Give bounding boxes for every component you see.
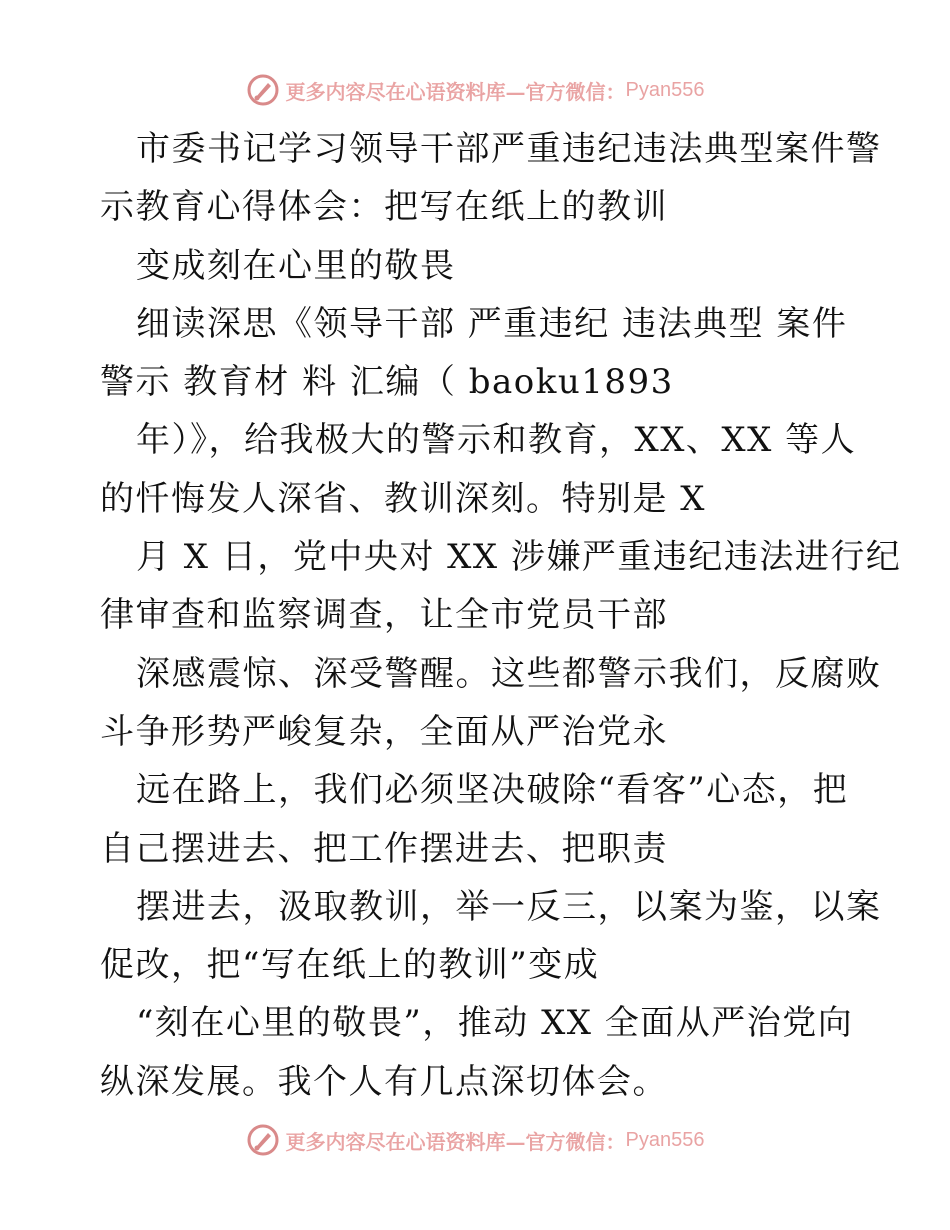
text-line: 纵深发展。我个人有几点深切体会。 <box>100 1061 668 1102</box>
text-line: 月 X 日，党中央对 XX 涉嫌严重违纪违法进行纪 <box>136 537 902 578</box>
text-line: “刻在心里的敬畏”，推动 XX 全面从严治党向 <box>136 1003 854 1044</box>
text-line: 促改，把“写在纸上的教训”变成 <box>100 945 600 986</box>
pen-nib-icon <box>246 1123 280 1157</box>
text-line: 的忏悔发人深省、教训深刻。特别是 X <box>100 478 707 519</box>
text-line: 变成刻在心里的敬畏 <box>136 245 456 286</box>
text-line: 摆进去，汲取教训，举一反三，以案为鉴，以案 <box>136 886 882 927</box>
text-line: 远在路上，我们必须坚决破除“看客”心态，把 <box>136 770 849 811</box>
text-line: 律审查和监察调查，让全市党员干部 <box>100 595 668 636</box>
header-banner <box>0 70 950 110</box>
wechat-account: Pyan556 <box>625 1128 705 1151</box>
text-line: 深感震惊、深受警醒。这些都警示我们，反腐败 <box>136 653 882 694</box>
pen-nib-icon <box>246 73 280 107</box>
banner-text: 更多内容尽在心语资料库—官方微信： <box>285 1129 626 1154</box>
text-line: 年）》，给我极大的警示和教育，XX、XX 等人 <box>136 420 857 461</box>
wechat-account: Pyan556 <box>625 78 705 101</box>
text-line: 细读深思《领导干部 严重违纪 违法典型 案件 <box>136 303 848 344</box>
footer-banner <box>0 1120 950 1160</box>
text-line: 警示 教育材 料 汇编（ baoku1893 <box>100 362 674 403</box>
text-line: 市委书记学习领导干部严重违纪违法典型案件警 <box>136 129 882 169</box>
text-line: 示教育心得体会：把写在纸上的教训 <box>100 187 668 228</box>
text-line: 自己摆进去、把工作摆进去、把职责 <box>100 828 668 869</box>
text-line: 斗争形势严峻复杂，全面从严治党永 <box>100 711 668 752</box>
banner-text: 更多内容尽在心语资料库—官方微信： <box>285 79 626 104</box>
document-body <box>100 120 902 1111</box>
